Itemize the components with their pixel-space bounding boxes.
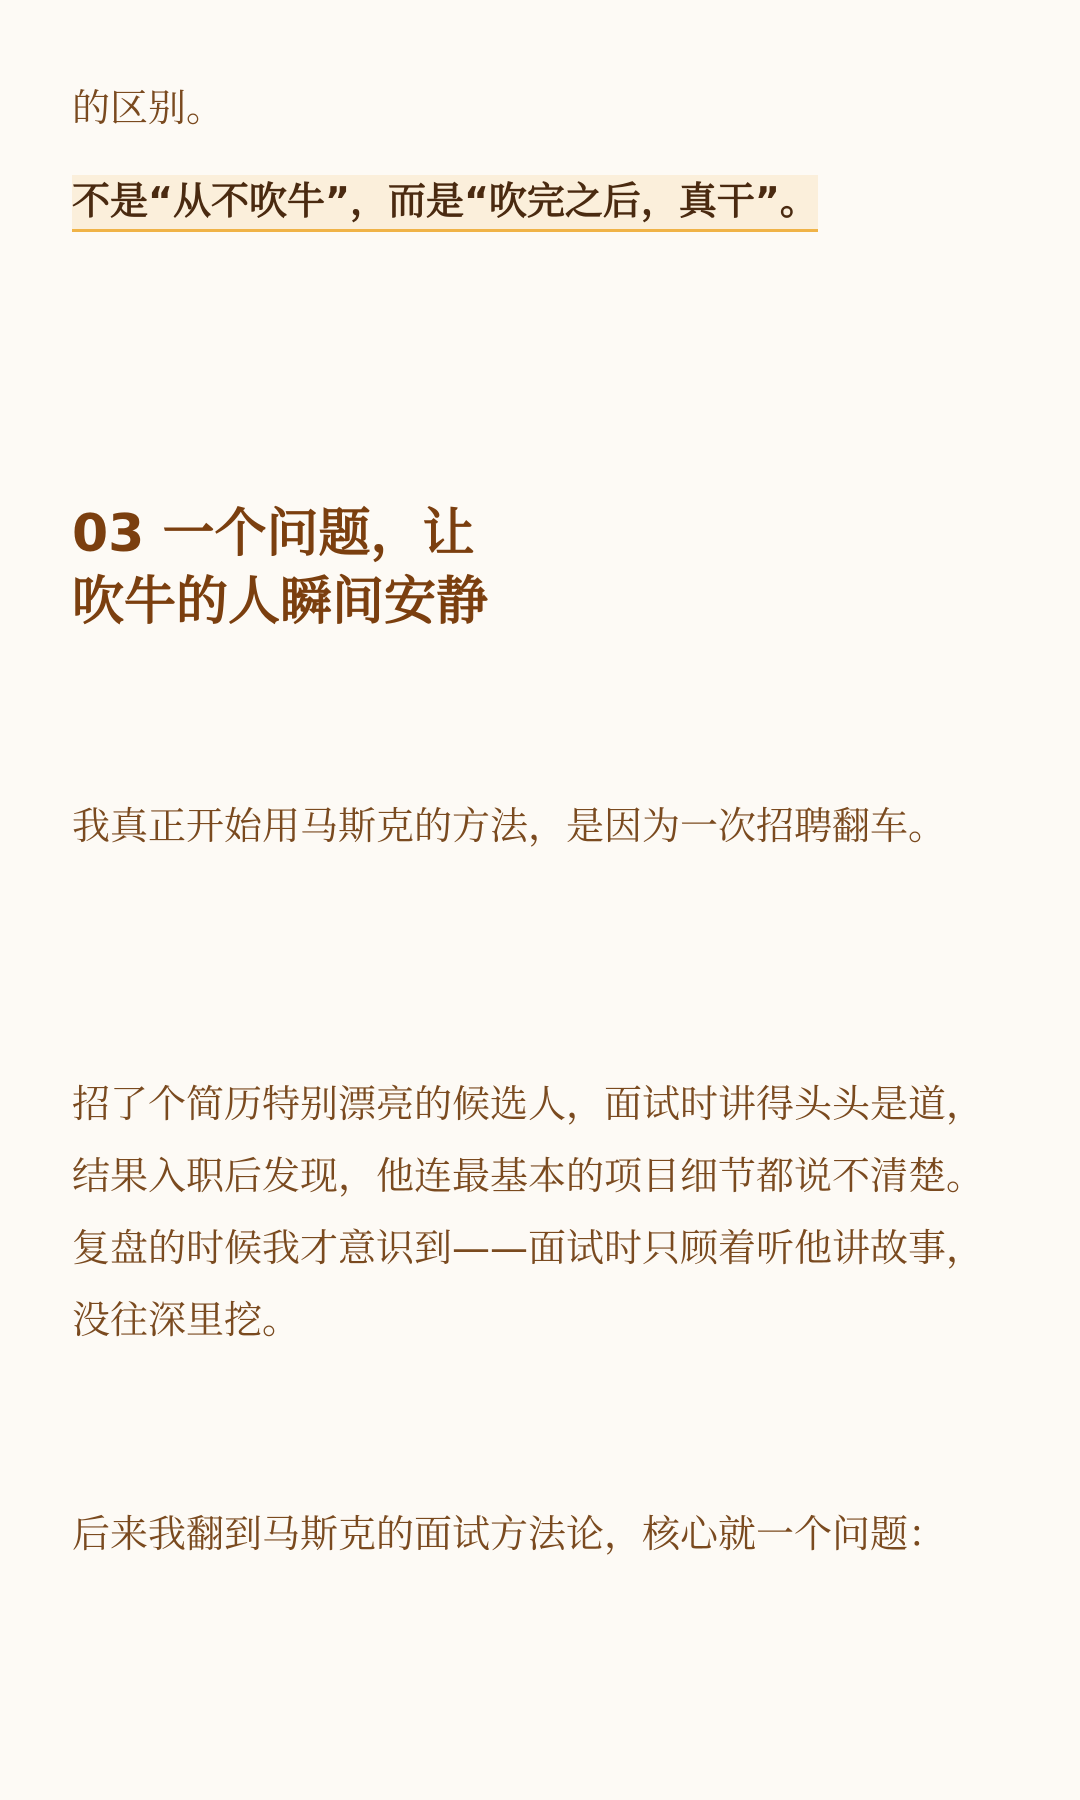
section-heading-line-1: 03 一个问题，让 (72, 504, 475, 564)
highlight-text: 不是“从不吹牛”，而是“吹完之后，真干”。 (72, 175, 818, 232)
section-heading (72, 500, 488, 636)
highlight-quote (72, 175, 818, 232)
section-heading-line-2: 吹牛的人瞬间安静 (72, 572, 489, 632)
paragraph-3: 后来我翻到马斯克的面试方法论，核心就一个问题： (72, 1512, 947, 1556)
paragraph-1: 我真正开始用马斯克的方法，是因为一次招聘翻车。 (72, 804, 947, 848)
lead-text-fragment: 的区别。 (72, 86, 225, 130)
paragraph-2: 招了个简历特别漂亮的候选人，面试时讲得头头是道，结果入职后发现，他连最基本的项目细节都说不清楚。复盘的时候我才意识到——面试时只顾着听他讲故事，没往深里挖。 (72, 1082, 985, 1342)
